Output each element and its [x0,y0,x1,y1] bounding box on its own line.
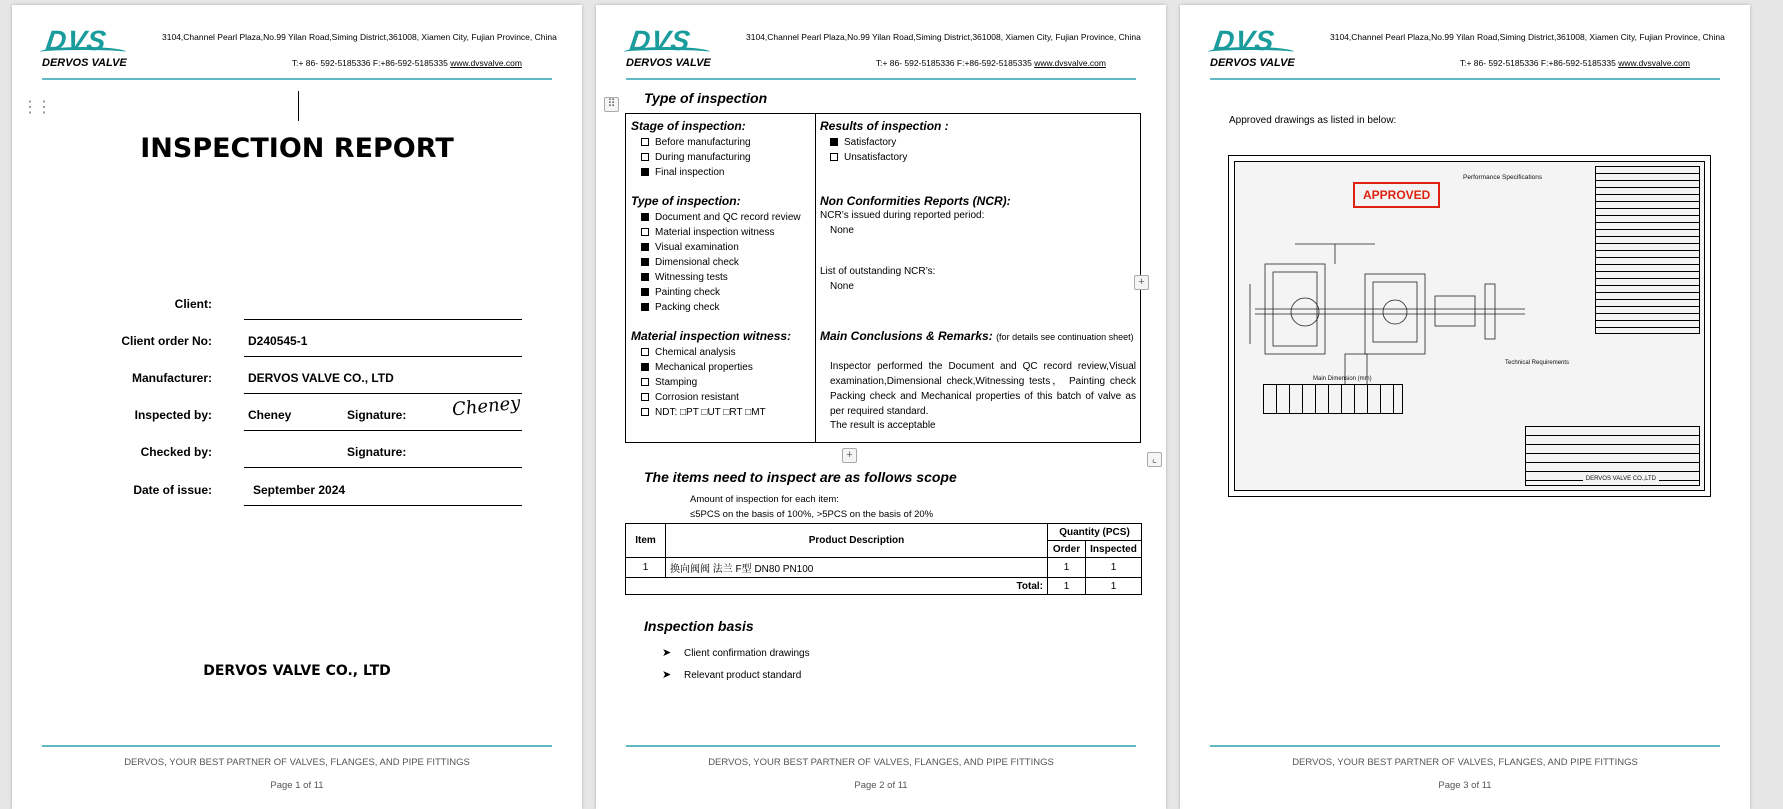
company-address: 3104,Channel Pearl Plaza,No.99 Yilan Road,Siming District,361008, Xiamen City, Fujian Province, China [1330,32,1725,42]
report-title: INSPECTION REPORT [140,133,454,164]
parts-list-table [1595,166,1700,334]
header-rule [626,78,1136,80]
field-client: Client: [52,283,522,320]
signature-image: Cheney [451,392,522,421]
drag-handle-icon[interactable]: ⋮⋮ [22,99,50,116]
arrow-bullet-icon: ➤ [662,669,672,681]
checkbox-document-review[interactable]: Document and QC record review [641,212,801,223]
add-row-icon[interactable]: + [842,448,857,463]
arrow-bullet-icon: ➤ [662,647,672,659]
add-column-icon[interactable]: + [1134,275,1149,290]
ncr-issued-value: None [830,225,854,236]
header-rule [42,78,552,80]
checkbox-dimensional-check[interactable]: Dimensional check [641,257,739,268]
page-number: Page 3 of 11 [1438,780,1492,791]
stage-heading: Stage of inspection: [631,119,746,133]
field-manufacturer: Manufacturer: DERVOS VALVE CO., LTD [52,357,522,394]
list-item: ➤ Client confirmation drawings [662,647,810,659]
footer-rule [42,745,552,747]
type-heading: Type of inspection: [631,194,741,208]
page-number: Page 2 of 11 [854,780,908,791]
col-description: Product Description [666,524,1048,558]
checkbox-corrosion-resistant[interactable]: Corrosion resistant [641,392,739,403]
checkbox-ndt[interactable]: NDT: □PT □UT □RT □MT [641,407,766,418]
page-2 [596,5,1166,809]
company-contact: T:+ 86- 592-5185336 F:+86-592-5185335 www.dvsvalve.com [1459,58,1690,68]
perf-title: Performance Specifications [1463,174,1543,181]
conclusions-heading: Main Conclusions & Remarks: (for details see continuation sheet) [820,329,1134,343]
checkbox-final-inspection[interactable]: Final inspection [641,167,724,178]
checkbox-satisfactory[interactable]: Satisfactory [830,137,896,148]
valve-drawing-icon [1245,224,1545,394]
company-logo: DVS DERVOS VALVE [42,25,127,69]
col-inspected: Inspected [1086,541,1142,558]
checkbox-mechanical-properties[interactable]: Mechanical properties [641,362,753,373]
footer-rule [626,745,1136,747]
approved-drawing-image [1228,155,1711,497]
website-link[interactable]: www.dvsvalve.com [1034,58,1106,68]
checkbox-packing-check[interactable]: Packing check [641,302,719,313]
page-1 [12,5,582,809]
list-item: ➤ Relevant product standard [662,669,802,681]
tech-title: Technical Requirements [1505,360,1570,366]
website-link[interactable]: www.dvsvalve.com [450,58,522,68]
approved-stamp: APPROVED [1353,182,1440,208]
company-address: 3104,Channel Pearl Plaza,No.99 Yilan Road,Siming District,361008, Xiamen City, Fujian Province, China [746,32,1141,42]
company-name: DERVOS VALVE CO., LTD [203,663,391,679]
table-row: 1 换向阀阀 法兰 F型 DN80 PN100 1 1 [626,558,1142,578]
company-contact: T:+ 86- 592-5185336 F:+86-592-5185335 www.dvsvalve.com [875,58,1106,68]
dim-title: Main Dimension (mm) [1313,376,1372,382]
page-header [596,5,1166,85]
field-date-of-issue: Date of issue: September 2024 [52,469,522,506]
page-header [12,5,582,85]
amount-line-2: ≤5PCS on the basis of 100%, >5PCS on the basis of 20% [690,509,934,520]
results-heading: Results of inspection : [820,119,949,133]
checkbox-stamping[interactable]: Stamping [641,377,697,388]
page-number: Page 1 of 11 [270,780,324,791]
page-3 [1180,5,1750,809]
checkbox-unsatisfactory[interactable]: Unsatisfactory [830,152,907,163]
field-inspected-by: Inspected by: Cheney Signature: Cheney [52,394,522,431]
header-rule [1210,78,1720,80]
company-logo: DVS DERVOS VALVE [626,25,711,69]
ncr-issued-label: NCR’s issued during reported period: [820,210,985,221]
section-title-type-of-inspection: Type of inspection [644,90,768,106]
checkbox-painting-check[interactable]: Painting check [641,287,720,298]
ncr-outstanding-value: None [830,281,854,292]
col-quantity: Quantity (PCS) [1048,524,1142,541]
items-table [625,523,1142,595]
company-address: 3104,Channel Pearl Plaza,No.99 Yilan Road,Siming District,361008, Xiamen City, Fujian Province, China [162,32,557,42]
conclusions-result: The result is acceptable [830,420,936,431]
ncr-heading: Non Conformities Reports (NCR): [820,194,1011,208]
inspection-table [625,113,1141,443]
amount-line-1: Amount of inspection for each item: [690,494,839,505]
checkbox-visual-examination[interactable]: Visual examination [641,242,739,253]
basis-title: Inspection basis [644,618,754,634]
material-heading: Material inspection witness: [631,329,792,343]
checkbox-material-witness[interactable]: Material inspection witness [641,227,775,238]
field-checked-by: Checked by: Signature: [52,431,522,468]
items-title: The items need to inspect are as follows scope [644,469,957,485]
company-logo: DVS DERVOS VALVE [1210,25,1295,69]
drawing-company: DERVOS VALVE CO.,LTD [1583,476,1659,482]
resize-table-icon[interactable]: ⌞ [1147,452,1162,467]
checkbox-before-manufacturing[interactable]: Before manufacturing [641,137,751,148]
col-order: Order [1048,541,1086,558]
checkbox-witnessing-tests[interactable]: Witnessing tests [641,272,728,283]
dimension-table [1263,384,1403,414]
approved-drawings-text: Approved drawings as listed in below: [1229,115,1397,126]
table-total-row: Total: 1 1 [626,578,1142,595]
footer-tagline: DERVOS, YOUR BEST PARTNER OF VALVES, FLANGES, AND PIPE FITTINGS [124,757,470,768]
field-client-order: Client order No: D240545-1 [52,320,522,357]
company-contact: T:+ 86- 592-5185336 F:+86-592-5185335 www.dvsvalve.com [291,58,522,68]
ncr-outstanding-label: List of outstanding NCR’s: [820,266,936,277]
website-link[interactable]: www.dvsvalve.com [1618,58,1690,68]
table-move-handle-icon[interactable]: ⠿ [604,97,619,112]
footer-rule [1210,745,1720,747]
checkbox-during-manufacturing[interactable]: During manufacturing [641,152,751,163]
conclusions-text: Inspector performed the Document and QC record review,Visual examination,Dimensional check,Witnessing tests， Painting check Packing check and Mechanical properties of this batch of valve as per required standard. [830,361,1136,417]
text-cursor [298,91,299,121]
footer-tagline: DERVOS, YOUR BEST PARTNER OF VALVES, FLANGES, AND PIPE FITTINGS [708,757,1054,768]
page-header [1180,5,1750,85]
col-item: Item [626,524,666,558]
checkbox-chemical-analysis[interactable]: Chemical analysis [641,347,736,358]
footer-tagline: DERVOS, YOUR BEST PARTNER OF VALVES, FLANGES, AND PIPE FITTINGS [1292,757,1638,768]
